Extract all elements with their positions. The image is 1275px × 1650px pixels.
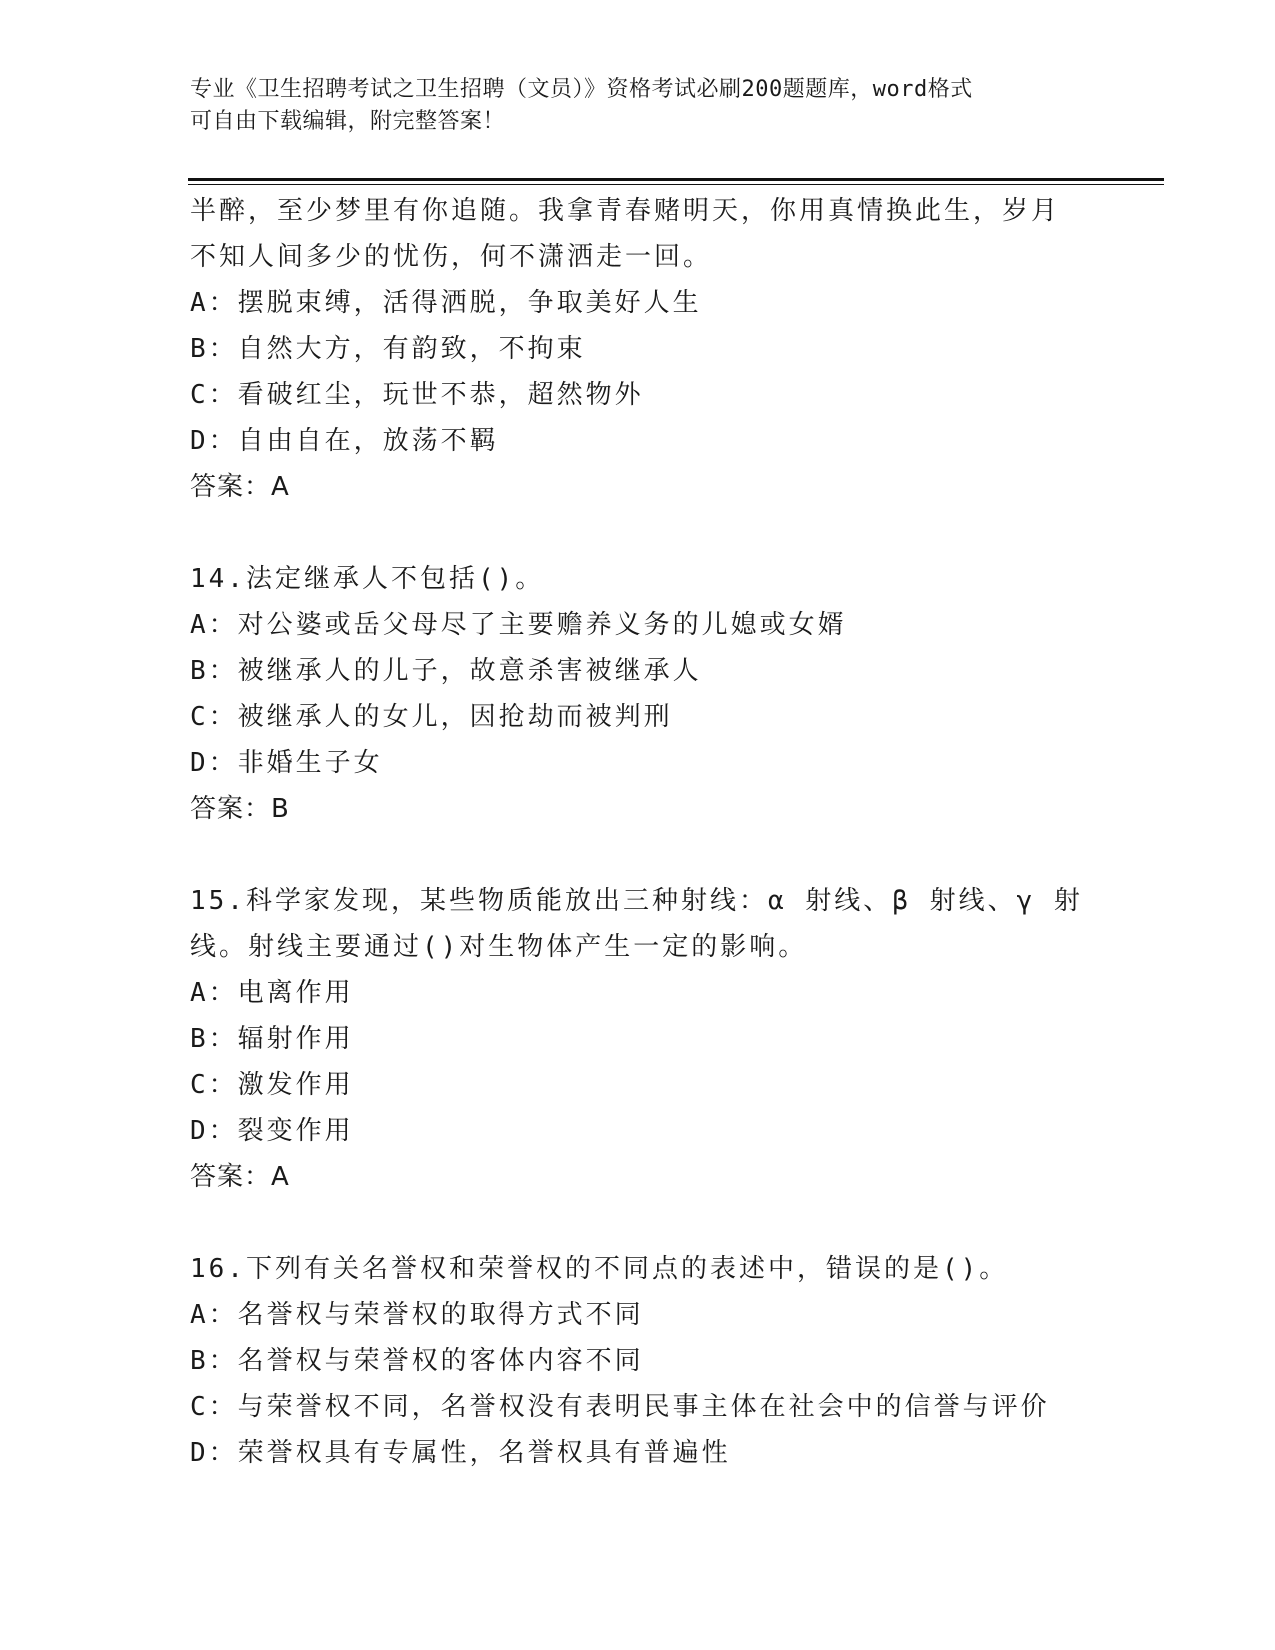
question-content — [190, 188, 1090, 1476]
option-d: D：裂变作用 — [190, 1116, 354, 1146]
answer-line: 答案：A — [190, 1162, 290, 1192]
option-c: C：看破红尘，玩世不恭，超然物外 — [190, 380, 644, 410]
header-divider-thin — [188, 184, 1164, 185]
question-14 — [190, 556, 1090, 832]
option-b: B：辐射作用 — [190, 1024, 354, 1054]
option-b: B：被继承人的儿子，故意杀害被继承人 — [190, 656, 702, 686]
option-a: A：名誉权与荣誉权的取得方式不同 — [190, 1300, 644, 1330]
option-a: A：摆脱束缚，活得洒脱，争取美好人生 — [190, 288, 702, 318]
option-b: B：自然大方，有韵致，不拘束 — [190, 334, 586, 364]
question-16 — [190, 1246, 1090, 1476]
header-divider-thick — [188, 178, 1164, 181]
option-d: D：荣誉权具有专属性，名誉权具有普遍性 — [190, 1438, 731, 1468]
option-a: A：电离作用 — [190, 978, 354, 1008]
answer-line: 答案：B — [190, 794, 290, 824]
header-title-line-1: 专业《卫生招聘考试之卫生招聘（文员）》资格考试必刷200题题库，word格式 — [190, 77, 973, 102]
answer-line: 答案：A — [190, 472, 290, 502]
question-stem-line: 15.科学家发现，某些物质能放出三种射线：α 射线、β 射线、γ 射 — [190, 886, 1083, 916]
question-15 — [190, 878, 1090, 1200]
question-stem-line: 14.法定继承人不包括()。 — [190, 564, 545, 594]
option-c: C：激发作用 — [190, 1070, 354, 1100]
option-a: A：对公婆或岳父母尽了主要赡养义务的儿媳或女婿 — [190, 610, 847, 640]
option-b: B：名誉权与荣誉权的客体内容不同 — [190, 1346, 644, 1376]
question-stem-line: 半醉，至少梦里有你追随。我拿青春赌明天，你用真情换此生，岁月 — [190, 196, 1061, 226]
question-spacer — [190, 1200, 1090, 1246]
question-spacer — [190, 510, 1090, 556]
question-stem-line: 线。射线主要通过()对生物体产生一定的影响。 — [190, 932, 808, 962]
question-spacer — [190, 832, 1090, 878]
option-c: C：与荣誉权不同，名誉权没有表明民事主体在社会中的信誉与评价 — [190, 1392, 1050, 1422]
question-stem-line: 16.下列有关名誉权和荣誉权的不同点的表述中，错误的是()。 — [190, 1254, 1009, 1284]
option-c: C：被继承人的女儿，因抢劫而被判刑 — [190, 702, 673, 732]
header-title-line-2: 可自由下载编辑，附完整答案！ — [190, 109, 506, 134]
option-d: D：非婚生子女 — [190, 748, 383, 778]
question-stem-line: 不知人间多少的忧伤，何不潇洒走一回。 — [190, 242, 713, 272]
question-13-continuation — [190, 188, 1090, 510]
document-header — [190, 74, 1090, 138]
option-d: D：自由自在，放荡不羁 — [190, 426, 499, 456]
